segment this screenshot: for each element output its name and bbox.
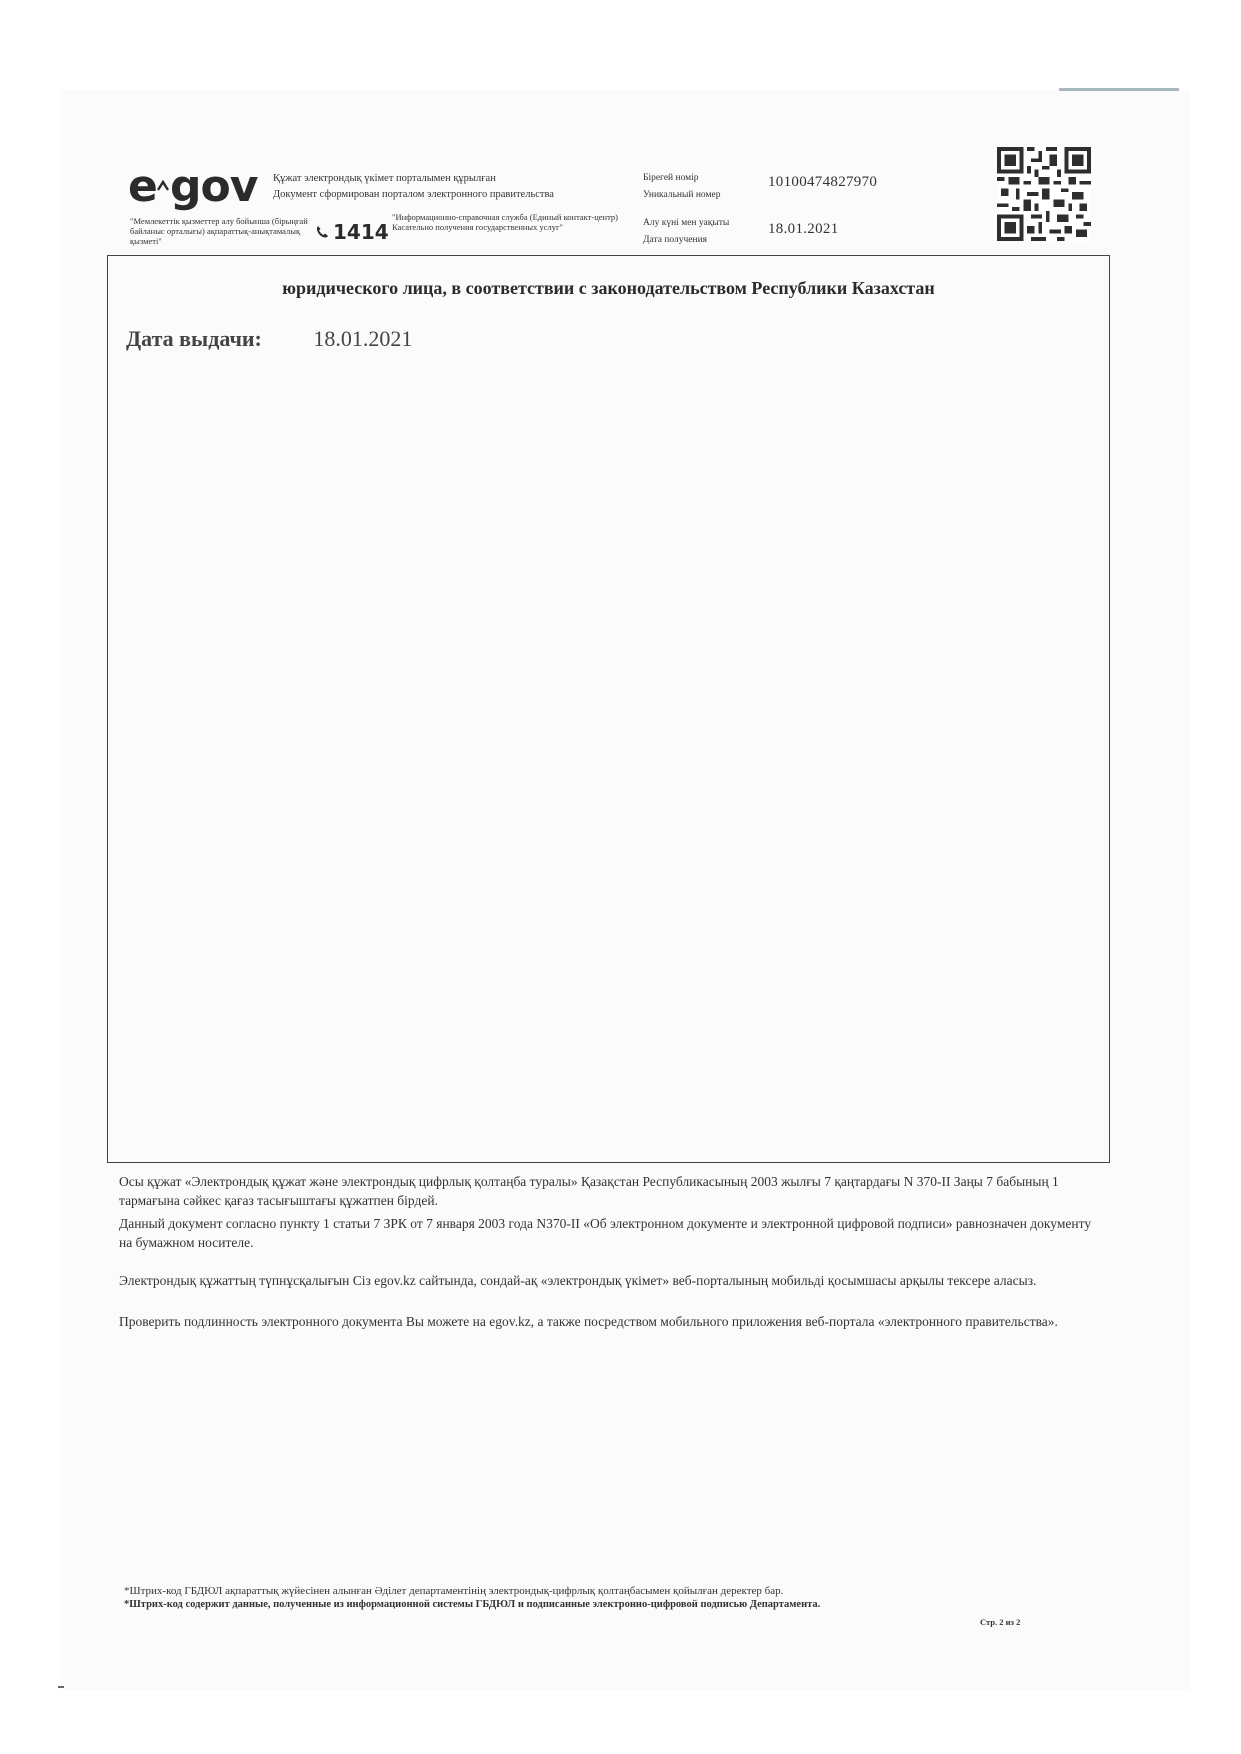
verify-notice-kz: Электрондық құжаттың түпнұсқалығын Сіз egov.kz сайтында, сондай-ақ «электрондық үкімет» веб-порталының мобильді қосымшасы арқылы тексере аласыз. bbox=[119, 1273, 1037, 1288]
verify-notice-ru: Проверить подлинность электронного документа Вы можете на egov.kz, а также посредством мобильного приложения веб-портала «электронного правительства». bbox=[119, 1314, 1058, 1329]
egov-logo: e gov bbox=[128, 161, 258, 212]
scan-edge-mark bbox=[58, 1686, 64, 1688]
received-date-label-ru: Дата получения bbox=[643, 235, 708, 245]
qr-code-icon bbox=[997, 147, 1091, 241]
document-frame bbox=[107, 255, 1110, 1163]
issue-date-value: 18.01.2021 bbox=[313, 326, 413, 351]
legal-notice-ru: Данный документ согласно пункту 1 статьи 7 ЗРК от 7 января 2003 года N370-II «Об электронном документе и электронной цифровой подписи» равнозначен документу на бумажном носителе. bbox=[119, 1216, 1092, 1250]
unique-number-label-ru: Уникальный номер bbox=[643, 190, 721, 200]
issue-date bbox=[126, 326, 412, 352]
unique-number-value: 10100474827970 bbox=[768, 174, 878, 190]
phone-number: 1414 bbox=[315, 220, 389, 244]
info-service-ru: "Информационно-справочная служба (Единый контакт-центр) Касательно получения государственных услуг" bbox=[392, 212, 619, 232]
barcode-note-kz: *Штрих-код ГБДЮЛ ақпараттық жүйесінен алынған Әділет департаментінің электрондық-цифрлық қолтаңбасымен қойылған деректер бар. bbox=[124, 1585, 784, 1597]
contact-center-kz: "Мемлекеттік қызметтер алу бойынша (бірыңғай байланыс орталығы) ақпараттық-анықтамалық қызметі" bbox=[130, 216, 308, 246]
received-date-value: 18.01.2021 bbox=[768, 221, 839, 237]
scan-edge-mark bbox=[1059, 88, 1179, 91]
egov-logo-mark-icon bbox=[156, 179, 170, 193]
document-heading: юридического лица, в соответствии с законодательством Республики Казахстан bbox=[282, 278, 935, 298]
issue-date-label: Дата выдачи: bbox=[126, 326, 262, 351]
unique-number-label-kz: Бірегей номір bbox=[643, 173, 699, 183]
received-date-label-kz: Алу күні мен уақыты bbox=[643, 218, 730, 228]
formed-by-kz: Құжат электрондық үкімет порталымен құрылған bbox=[273, 173, 496, 184]
page-number: Стр. 2 из 2 bbox=[980, 1617, 1021, 1627]
barcode-note-ru: *Штрих-код содержит данные, полученные из информационной системы ГБДЮЛ и подписанные электронно-цифровой подписью Департамента. bbox=[124, 1599, 821, 1610]
legal-notice-kz: Осы құжат «Электрондық құжат және электрондық цифрлық қолтаңба туралы» Қазақстан Республикасының 2003 жылғы 7 қаңтардағы N 370-II Заңы 7 бабының 1 тармағына сәйкес қағаз тасығыштағы құжатпен бірдей. bbox=[119, 1174, 1059, 1208]
phone-icon bbox=[315, 225, 329, 239]
formed-by-ru: Документ сформирован порталом электронного правительства bbox=[273, 189, 554, 200]
